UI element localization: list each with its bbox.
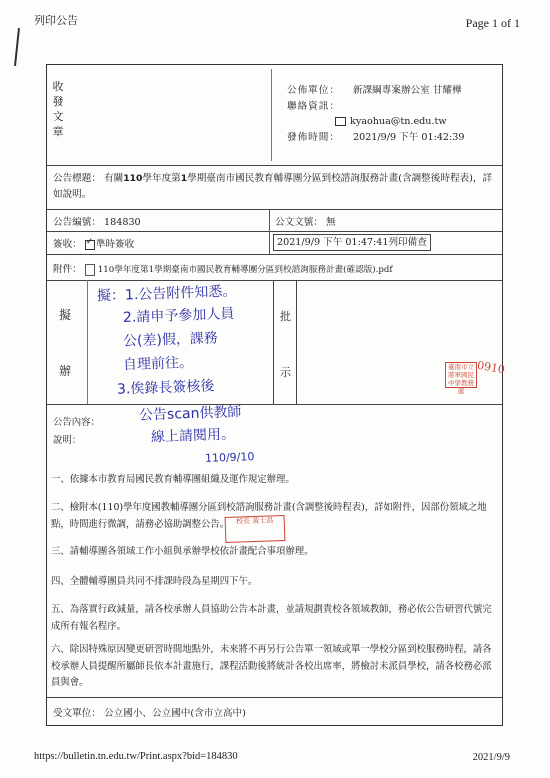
announce-label-2: 說明： [53,435,82,446]
subject-year: 110 [123,173,143,184]
attachment-row [47,254,502,281]
proposal-row [47,280,506,405]
school-stamp: 臺南市立將軍國民中學教務處 [445,362,477,388]
print-title: 列印公告 [34,14,78,27]
subject-mid2: 學期臺南市國民教育輔導團分區到校諮詢服務計畫(含調整後時程表) [187,173,473,184]
handwritten-note-2: 2.請申予參加人員 [122,306,235,326]
announce-item-5: 五、為落實行政減量，請各校承辦人員協助公告本計畫，並請規劃貴校各領域教師，務必依公告研習代號完成所有報名程序。 [51,604,492,632]
footer-date: 2021/9/9 [472,752,510,763]
subject-post: ，詳如說明。 [53,173,493,200]
subject-row [47,165,502,210]
announce-item-6: 六、除因特殊原因變更研習時間地點外，未來將不再另行公告單一領域或單一學校分區到校服務時程，請各校承辦人員提醒所屬師長依本計畫施行，課程活動後將統計各校出席率，將檢討未派員學校，請各校務必派員與會。 [51,644,492,688]
doc-number-value: 無 [326,217,336,228]
attachment-link[interactable]: 110學年度第1學期臺南市國民教育輔導團分區到校諮詢服務計畫(確認版).pdf [97,265,393,275]
handwritten-note-7: 線上請閱用。 [150,426,236,446]
recipients-label: 受文單位： [53,708,101,719]
handwritten-note-5: 3.俟錄長簽核後 [116,378,215,398]
handwritten-note-3: 公(差)假，課務 [122,330,219,350]
principal-stamp: 校長 黃士昌 [225,515,286,543]
instruction-label-bottom: 示 [280,366,291,379]
recipients-cell [53,705,246,719]
subject-mid1: 學年度第 [142,173,181,184]
footer-url[interactable]: https://bulletin.tn.edu.tw/Print.aspx?bid=184830 [34,751,238,762]
divider [87,280,88,404]
instruction-label-top: 批 [280,310,291,323]
code-cell [53,214,141,228]
mail-icon [335,117,346,126]
handwritten-date: 110/9/10 [204,450,255,465]
publisher-info [287,83,464,145]
recipients-row [47,697,502,726]
announce-item-2: 二、檢附本(110)學年度國教輔導團分區到校諮詢服務計畫(含調整後時程表)，詳如附件，因部份領域之地點，時間進行微調，請務必協助調整公告。 [51,502,487,530]
checkbox-icon[interactable] [85,240,95,250]
announce-label [53,414,100,450]
time-value: 2021/9/9 下午 01:42:39 [353,131,465,143]
announce-item-4: 四、全體輔導團員共同不排課時段為星期四下午。 [51,576,258,587]
instruction-label-column [273,280,297,404]
email-link[interactable]: kyaohua@tn.edu.tw [350,116,447,127]
proposal-label-top: 擬 [59,308,72,322]
blank-area [71,69,272,161]
contact-label: 聯絡資訊： [287,100,340,112]
handwritten-note-1: 擬：1.公告附件知悉。 [96,283,237,305]
proposal-label-bottom: 辦 [59,364,72,378]
subject-label: 公告標題： [53,173,101,184]
announcement-form [46,64,506,726]
announce-item-1: 一、依據本市教育局國民教育輔導團組織及運作規定辦理。 [51,474,295,485]
sign-label: 簽收： [53,239,82,250]
unit-label: 公佈單位： [287,85,340,96]
pdf-file-icon [85,264,95,276]
page-indicator: Page 1 of 1 [465,16,520,30]
doc-number-cell [275,214,336,228]
code-label: 公告編號： [53,217,101,228]
approval-seal: 0910 [476,358,506,377]
recipients-value: 公立國小、公立國中(含市立高中) [104,708,246,719]
handwritten-note-6: 公告scan供教師 [138,404,242,424]
doc-number-label: 公文文號： [275,217,323,228]
announcement-body [47,404,502,697]
divider [269,231,270,254]
print-record-box: 2021/9/9 下午 01:47:41列印備查 [273,234,431,251]
announce-label-1: 公告內容： [53,417,100,428]
doc-kind-label: 收發文章 [52,80,64,138]
pen-mark [14,28,20,66]
code-value: 184830 [104,217,141,228]
sign-cell [53,236,134,250]
handwritten-note-4: 自理前往。 [122,354,194,374]
attachment-cell [53,261,393,276]
announce-item-3: 三、請輔導團各領域工作小組與承辦學校依計畫配合事項辦理。 [51,546,314,557]
subject-text [53,171,494,203]
subject-pre: 有關 [104,173,124,184]
time-label: 發佈時間： [287,131,340,143]
sign-row [47,231,502,255]
sign-value: 準時簽收 [95,239,135,250]
code-row [47,209,502,232]
divider [269,209,270,231]
subject-term: 1 [180,173,188,184]
header-block [47,65,502,166]
attachment-label: 附件： [53,264,82,275]
unit-value: 新課綱專案辦公室 甘耀樺 [353,85,462,96]
